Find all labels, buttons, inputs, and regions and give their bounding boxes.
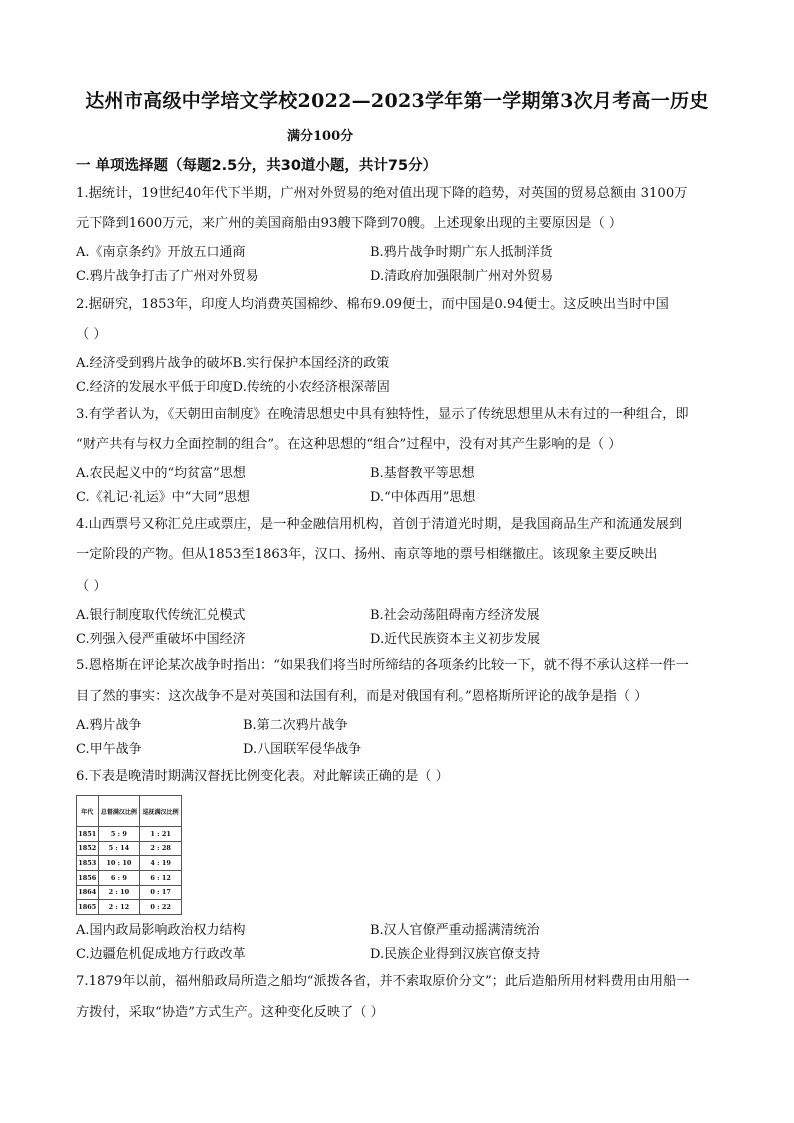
section-heading: 一 单项选择题（每题2.5分，共30道小题，共计75分）	[76, 158, 438, 174]
table-cell: 2 : 28	[140, 841, 182, 856]
question-1-option-a: A.《南京条约》开放五口通商	[76, 245, 246, 260]
question-4-option-a: A.银行制度取代传统汇兑模式	[76, 608, 246, 623]
table-cell: 0 : 17	[140, 885, 182, 900]
table-row	[77, 885, 182, 900]
table-cell: 6 : 12	[140, 870, 182, 885]
question-6-option-c: C.边疆危机促成地方行政改革	[76, 947, 246, 962]
table-cell: 10 : 10	[98, 856, 140, 871]
question-1-option-c: C.鸦片战争打击了广州对外贸易	[76, 269, 259, 284]
table-header-cell: 年代	[77, 796, 99, 827]
table-cell: 5 : 9	[98, 827, 140, 842]
question-3-option-d: D.“中体西用”思想	[370, 490, 476, 505]
table-row	[77, 856, 182, 871]
question-4-option-d: D.近代民族资本主义初步发展	[370, 632, 541, 647]
exam-title: 达州市高级中学培文学校2022—2023学年第一学期第3次月考高一历史	[85, 90, 709, 112]
question-2-line-2: （ ）	[76, 327, 107, 342]
question-5-line-1: 5.恩格斯在评论某次战争时指出：“如果我们将当时所缔结的各项条约比较一下，就不得不承认这样一件一	[76, 658, 689, 673]
table-cell: 1856	[77, 870, 99, 885]
question-3-line-1: 3.有学者认为，《天朝田亩制度》在晚清思想史中具有独特性，显示了传统思想里从未有过的一种组合，即	[76, 407, 689, 422]
question-4-option-c: C.列强入侵严重破坏中国经济	[76, 632, 246, 647]
question-1-line-1: 1.据统计，19世纪40年代下半期，广州对外贸易的绝对值出现下降的趋势，对英国的贸易总额由 3100万	[76, 186, 688, 201]
table-row	[77, 870, 182, 885]
question-2-options-cd: C.经济的发展水平低于印度D.传统的小农经济根深蒂固	[76, 380, 390, 395]
table-cell: 1853	[77, 856, 99, 871]
question-5-option-d: D.八国联军侵华战争	[243, 742, 362, 757]
table-cell: 2 : 12	[98, 900, 140, 915]
table-cell: 2 : 10	[98, 885, 140, 900]
table-cell: 6 : 9	[98, 870, 140, 885]
question-5-option-a: A.鸦片战争	[76, 718, 142, 733]
table-cell: 5 : 14	[98, 841, 140, 856]
question-2-line-1: 2.据研究，1853年，印度人均消费英国棉纱、棉布9.09便士，而中国是0.94便士。这反映出当时中国	[76, 297, 669, 312]
question-3-option-a: A.农民起义中的“均贫富”思想	[76, 466, 246, 481]
table-cell: 1852	[77, 841, 99, 856]
question-4-option-b: B.社会动荡阻碍南方经济发展	[370, 608, 540, 623]
question-7-line-2: 方拨付，采取“协造”方式生产。这种变化反映了（ ）	[76, 1005, 384, 1020]
table-cell: 1864	[77, 885, 99, 900]
question-3-option-b: B.基督教平等思想	[370, 466, 475, 481]
question-4-line-2: 一定阶段的产物。但从1853至1863年，汉口、扬州、南京等地的票号相继撤庄。该现象主要反映出	[76, 547, 658, 562]
question-2-options-ab: A.经济受到鸦片战争的破坏B.实行保护本国经济的政策	[76, 356, 390, 371]
question-6-option-b: B.汉人官僚严重动摇满清统治	[370, 923, 540, 938]
governor-ratio-table	[76, 795, 182, 915]
table-cell: 1 : 21	[140, 827, 182, 842]
question-7-line-1: 7.1879年以前，福州船政局所造之船均“派拨各省，并不索取原价分文”；此后造船所用材料费用由用船一	[76, 974, 690, 989]
table-cell: 4 : 19	[140, 856, 182, 871]
question-4-line-1: 4.山西票号又称汇兑庄或票庄，是一种金融信用机构，首创于清道光时期，是我国商品生产和流通发展到	[76, 517, 683, 532]
question-4-line-3: （ ）	[76, 579, 107, 594]
question-6-option-a: A.国内政局影响政治权力结构	[76, 923, 246, 938]
question-5-line-2: 目了然的事实：这次战争不是对英国和法国有利，而是对俄国有利。”恩格斯所评论的战争是指（ ）	[76, 689, 648, 704]
question-5-option-c: C.甲午战争	[76, 742, 142, 757]
question-1-option-b: B.鸦片战争时期广东人抵制洋货	[370, 245, 553, 260]
table-header-row	[77, 796, 182, 827]
table-row	[77, 827, 182, 842]
table-cell: 1865	[77, 900, 99, 915]
exam-subtitle: 满分100分	[287, 129, 354, 144]
question-1-option-d: D.清政府加强限制广州对外贸易	[370, 269, 554, 284]
table-cell: 1851	[77, 827, 99, 842]
question-1-line-2: 元下降到1600万元，来广州的美国商船由93艘下降到70艘。上述现象出现的主要原因是（ ）	[76, 216, 623, 231]
table-header-cell: 巡抚满汉比例	[140, 796, 182, 827]
table-row	[77, 841, 182, 856]
question-5-option-b: B.第二次鸦片战争	[243, 718, 348, 733]
table-header-cell: 总督满汉比例	[98, 796, 140, 827]
question-3-line-2: “财产共有与权力全面控制的组合”。在这种思想的“组合”过程中，没有对其产生影响的是（ ）	[76, 437, 622, 452]
table-cell: 0 : 22	[140, 900, 182, 915]
question-6-option-d: D.民族企业得到汉族官僚支持	[370, 947, 541, 962]
table-row	[77, 900, 182, 915]
question-3-option-c: C.《礼记·礼运》中“大同”思想	[76, 490, 251, 505]
question-6-line-1: 6.下表是晚清时期满汉督抚比例变化表。对此解读正确的是（ ）	[76, 769, 449, 784]
